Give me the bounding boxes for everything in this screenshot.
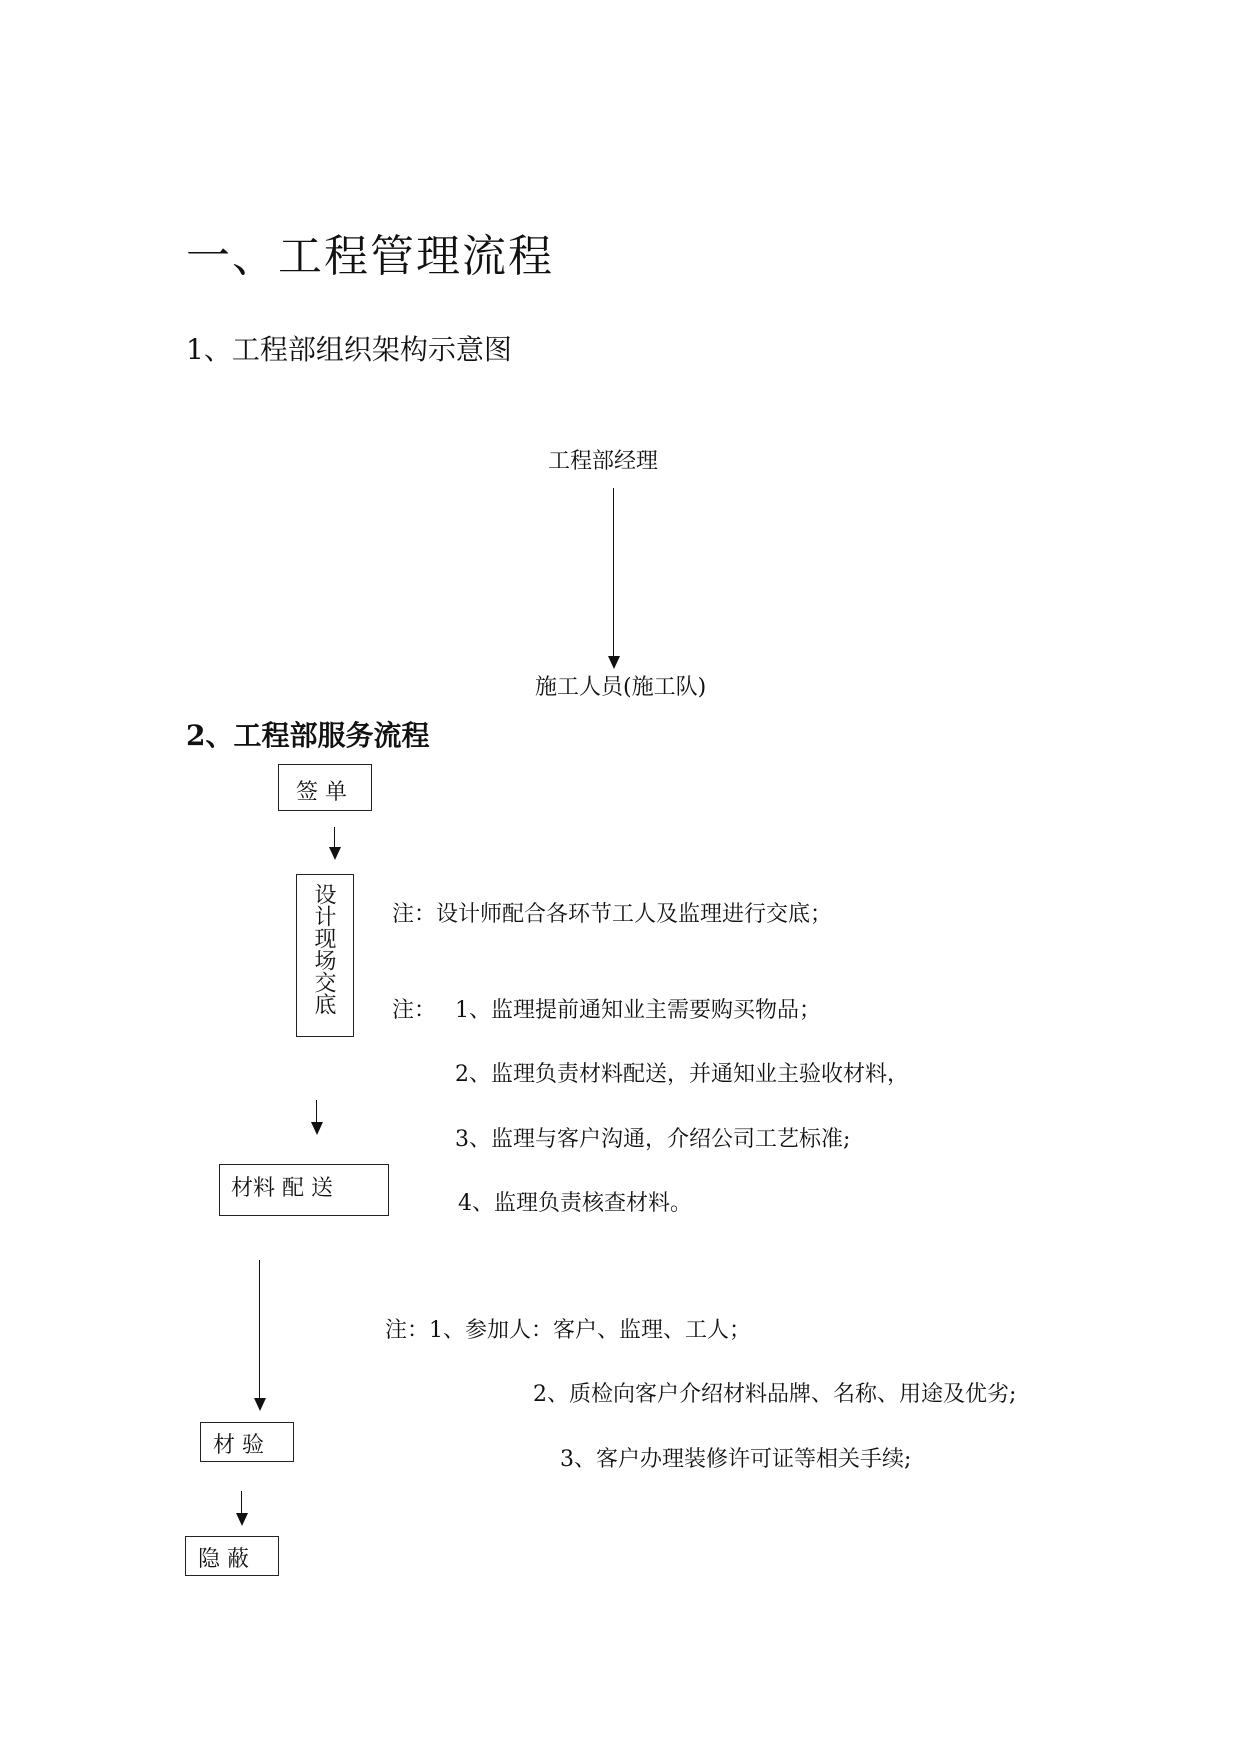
step-concealed-box xyxy=(185,1536,279,1576)
step-material-delivery-label: 材料 配 送 xyxy=(231,1176,333,1201)
check-note-item-3: 3、客户办理装修许可证等相关手续; xyxy=(560,1447,912,1472)
step-concealed-label: 隐 蔽 xyxy=(198,1547,249,1572)
arrow-4-line xyxy=(241,1491,242,1515)
step-material-check-box xyxy=(200,1422,294,1462)
delivery-note-item-3: 3、监理与客户沟通，介绍公司工艺标准; xyxy=(455,1127,851,1152)
delivery-note-label: 注： xyxy=(392,998,437,1023)
step-design-handover-box xyxy=(296,874,354,1037)
delivery-note-item-4: 4、监理负责核查材料。 xyxy=(458,1191,692,1216)
arrow-1-head xyxy=(329,847,341,860)
org-arrow-head xyxy=(608,656,620,669)
section2-heading: 2、工程部服务流程 xyxy=(186,719,430,752)
page-title: 一、工程管理流程 xyxy=(186,231,554,282)
arrow-4-head xyxy=(236,1513,248,1526)
arrow-1-line xyxy=(334,827,335,849)
arrow-3-line xyxy=(259,1260,260,1400)
check-note-item-2: 2、质检向客户介绍材料品牌、名称、用途及优劣; xyxy=(533,1382,1017,1407)
delivery-note-item-2: 2、监理负责材料配送，并通知业主验收材料， xyxy=(455,1062,909,1087)
arrow-2-line xyxy=(316,1100,317,1124)
step-material-check-label: 材 验 xyxy=(213,1433,264,1458)
arrow-3-head xyxy=(254,1398,266,1411)
org-node-workers: 施工人员(施工队) xyxy=(535,675,707,700)
section1-heading: 1、工程部组织架构示意图 xyxy=(186,333,512,366)
arrow-2-head xyxy=(311,1122,323,1135)
step-material-delivery-box xyxy=(219,1164,389,1216)
org-connector-line xyxy=(613,488,614,658)
check-note-item-1: 注：1、参加人：客户、监理、工人； xyxy=(385,1318,751,1343)
step-design-handover-label: 设计现场交底 xyxy=(311,883,336,1015)
handover-note: 注：设计师配合各环节工人及监理进行交底； xyxy=(392,902,833,927)
step-sign-box xyxy=(278,764,372,811)
org-node-manager: 工程部经理 xyxy=(548,449,659,474)
step-sign-label: 签 单 xyxy=(296,780,347,805)
delivery-note-item-1: 1、监理提前通知业主需要购买物品； xyxy=(455,998,821,1023)
